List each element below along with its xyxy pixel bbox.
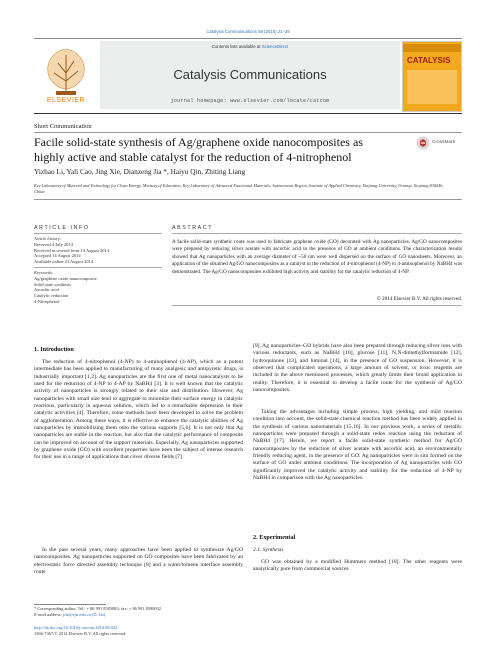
body-paragraph: Taking the advantages including simple process, high yielding, and mild reaction condition into account, the solid-state chemical reaction method has been widely applied in the synthesis of various nanomaterials [15,16]. In our previous work, a series of metallic nanoparticles were prepared through a solid-state redox reaction using the reductant of NaBH4 [17]. Herein, we report a facile solid-state synthetic method for Ag/GO nanocomposites by the reduction of silver acetate with ascorbic acid, an environmentally friendly reducing agent, in the presence of GO. Ag nanoparticles were in situ formed on the surface of GO under ambient conditions. The incorporation of Ag nanoparticles with GO significantly improved the catalytic activity and stability for the reduction of 4-NP by NaBH4 in comparison with the Ag nanoparticles.	[253, 409, 462, 482]
body-paragraph: [9]. Ag nanoparticles–GO hybrids have also been prepared through reducing silver ions with various reductants, such as NaBH4 [10], glucose [11], N,N-dimethylformamide [12], hydroquinone [13], and luminal [14], in the presence of GO suspension. However, it is observed that complicated operations, a large amount of solvent, or toxic reagents are included in the above mentioned processes, which greatly limits their broad application in reality. Therefore, it is essential to develop a facile route for the synthesis of Ag/GO nanocomposites.	[253, 343, 462, 394]
keyword: Solid-state synthesis	[34, 281, 71, 287]
footnote-divider	[34, 604, 106, 605]
crossmark-badge[interactable]	[416, 136, 462, 150]
body-paragraph: GO was obtained by a modified Hummers method [18]. The other reagents were analytically pure from commercial sources	[253, 559, 462, 573]
corresponding-author-note: * Corresponding author. Tel.: + 86 991 8583083; fax: + 86 991 8580032.	[34, 606, 163, 611]
divider	[172, 305, 462, 306]
journal-banner	[100, 41, 400, 109]
cover-title: CATALYSIS	[407, 56, 451, 65]
abstract-text: A facile solid-state synthetic route was used to fabricate graphene oxide (GO) decorated with Ag nanoparticles. Ag/GO nanocomposites were prepared by reducing silver acetate with ascorbic acid in the presence of GO at ambient conditions. The characterization results showed that Ag nanoparticles with an average diameter of ~50 nm were well dispersed on the surface of GO nanosheets. Moreover, an application of the obtained Ag/GO nanocomposites as a catalyst in the reduction of 4-nitrophenol (4-NP) to 4-aminophenol by NaBH4 was demonstrated. The Ag/GO nanocomposites exhibited high activity and stability for the catalytic reduction of 4-NP.	[172, 239, 462, 275]
contents-line	[100, 44, 400, 49]
crossmark-label: CrossMark	[432, 140, 456, 145]
elsevier-tree-logo-icon	[36, 43, 96, 99]
keyword: 4-Nitrophenol	[34, 298, 60, 304]
crossmark-icon	[416, 136, 430, 150]
keyword: Catalytic reduction	[34, 293, 69, 299]
cover-panel	[407, 70, 457, 104]
keywords-heading: Keywords:	[34, 270, 54, 275]
body-paragraph: In the past several years, many approaches have been applied to synthesize Ag/GO nanocomposites. Ag nanoparticles supported on GO composites have been fabricated by an electrostatic force directed assembly technique [8] and a water/toluene interface assembly route	[34, 547, 243, 576]
contents-prefix: Contents lists available at	[211, 44, 261, 49]
divider	[34, 132, 462, 133]
issn-copyright: 1566-7367/© 2014 Elsevier B.V. All rights reserved.	[34, 631, 127, 636]
journal-masthead	[34, 38, 462, 114]
keyword: Ag/graphene oxide nanocomposite	[34, 276, 97, 281]
sciencedirect-link[interactable]: ScienceDirect	[261, 44, 289, 49]
history-item: Received in revised form 13 August 2014	[34, 247, 109, 253]
section-heading-experimental: 2. Experimental	[253, 534, 296, 541]
history-item: Received 4 July 2014	[34, 242, 73, 247]
history-item: Available online 23 August 2014	[34, 259, 94, 265]
article-info-heading: ARTICLE INFO	[34, 225, 90, 231]
divider	[172, 233, 462, 234]
article-title: Facile solid-state synthesis of Ag/graphene oxide nanocomposites as highly active and stable catalyst for the reduction of 4-nitrophenol	[34, 135, 363, 164]
divider	[34, 233, 162, 234]
history-heading: Article history:	[34, 236, 62, 241]
affiliation: Key Laboratory of Material and Technology for Clean Energy, Ministry of Education, Key Laboratory of Advanced Functional Materials, Autonomous Region, Institute of Applied Chemistry, Xinjiang University, Urumqi, Xinjiang 830046, China	[34, 183, 444, 194]
footnote	[34, 606, 234, 618]
journal-reference[interactable]: Catalysis Communications 58 (2015) 21–25	[206, 29, 290, 34]
journal-title: Catalysis Communications	[173, 67, 327, 82]
abstract-copyright: © 2014 Elsevier B.V. All rights reserved.	[376, 296, 462, 302]
author-list: Yizhao Li, Yali Cao, Jing Xie, Dianzeng Jia *, Haiyu Qin, Zhiting Liang	[34, 167, 246, 176]
email-label: E-mail address:	[34, 612, 63, 617]
doi-link[interactable]: http://dx.doi.org/10.1016/j.catcom.2014.08.022	[34, 625, 118, 630]
email-line	[34, 612, 234, 618]
divider	[34, 199, 462, 200]
history-item: Accepted 14 August 2014	[34, 253, 81, 259]
journal-homepage[interactable]: journal homepage: www.elsevier.com/locate/catcom	[170, 98, 330, 104]
section-heading-introduction: 1. Introduction	[34, 346, 74, 353]
article-type: Short Communication	[34, 123, 92, 130]
body-paragraph: The reduction of 4-nitrophenol (4-NP) to 4-aminophenol (4-AP), which as a potent intermediate has been applied to manufacturing of many analgesic and antipyretic drugs, is industrially important [1,2]. Ag nanoparticles are the first one of metal nanocatalysts to be used for the reduction of 4-NP to 4-AP by NaBH4 [3]. It is well known that the catalytic activity of nanoparticles is strongly related to their size and distribution. However, Ag nanoparticles with small size tend to aggregate to minimize their surface energy in catalytic reactions, particularly in aqueous solution, which led to a remarkable depression in their catalytic activities [4]. Therefore, some methods have been developed to solve the problem of agglomeration. Among these ways, it is effective to enhance the catalytic abilities of Ag nanoparticles by immobilizing them onto the various supports [5,6]. It is not only that Ag nanoparticles are stable in the reaction, but also that the catalytic performance of composite can be improved on account of the support materials. Especially, Ag nanoparticles supported by graphene oxide (GO) with excellent properties have been the subject of intense research for their use in a range of applications that cover diverse fields [7].	[34, 359, 243, 461]
keyword: Ascorbic acid	[34, 287, 59, 293]
email-link[interactable]: jdz@xju.edu.cn (D. Jia).	[63, 612, 107, 617]
publisher-name: ELSEVIER	[46, 97, 86, 104]
divider	[34, 267, 162, 268]
journal-cover-image	[402, 41, 462, 112]
subsection-heading-synthesis: 2.1. Synthesis	[253, 547, 284, 553]
abstract-heading: ABSTRACT	[172, 225, 214, 231]
cover-strip	[403, 44, 461, 52]
